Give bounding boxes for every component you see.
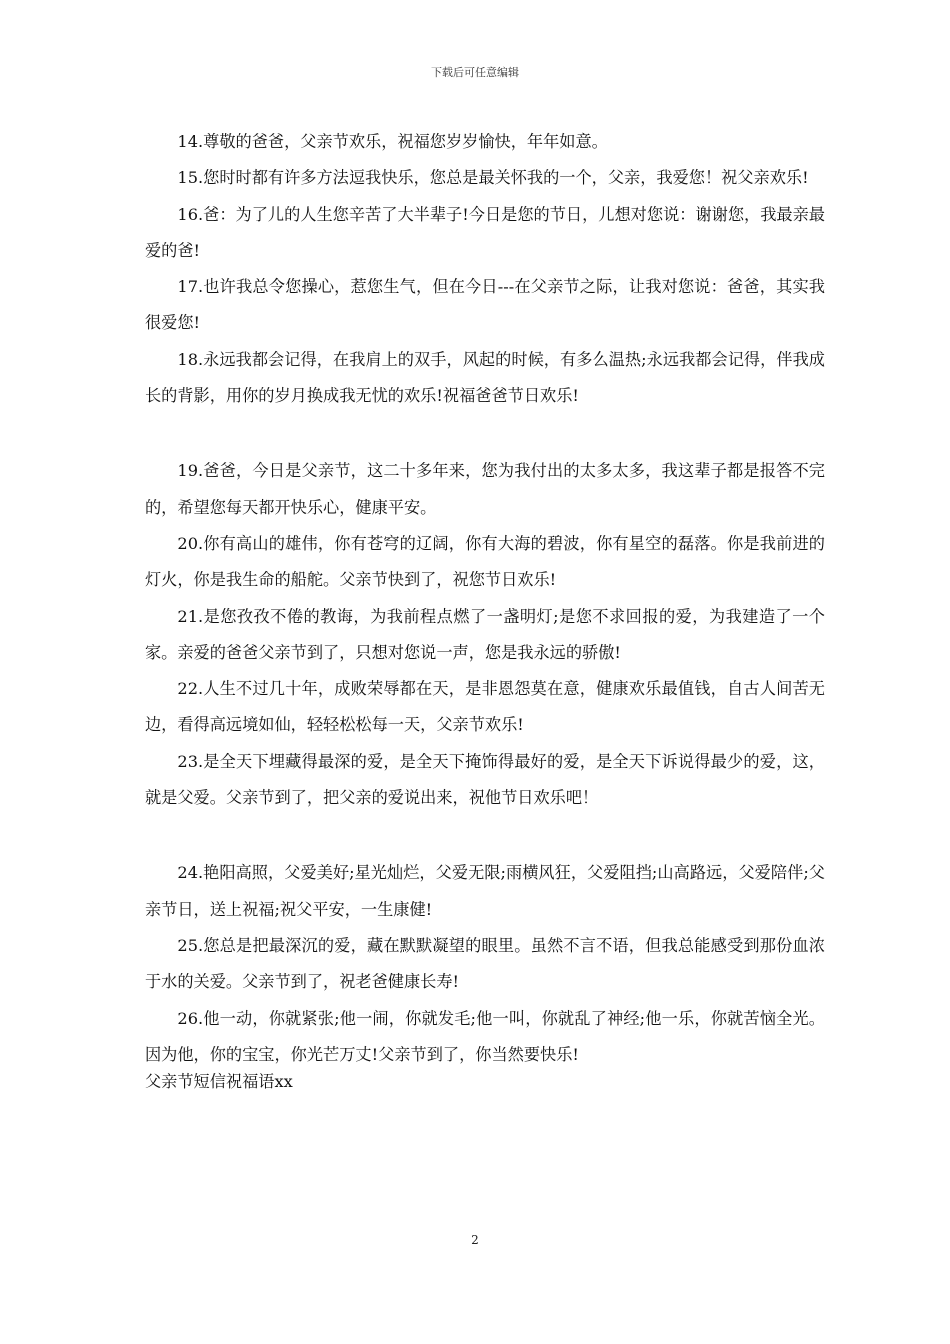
section-title-line: 父亲节短信祝福语xx: [145, 1072, 293, 1092]
section-gap: [145, 414, 825, 453]
paragraph-17: 17.也许我总令您操心，惹您生气，但在今日---在父亲节之际，让我对您说：爸爸，其实我很爱您!: [145, 277, 825, 333]
section-gap: [145, 816, 825, 855]
paragraph-26: 26.他一动，你就紧张;他一闹，你就发毛;他一叫，你就乱了神经;他一乐，你就苦恼全光。因为他，你的宝宝，你光芒万丈!父亲节到了，你当然要快乐!: [145, 1008, 825, 1064]
paragraph-16: 16.爸：为了儿的人生您辛苦了大半辈子!今日是您的节日，儿想对您说：谢谢您，我最亲最爱的爸!: [145, 204, 825, 260]
paragraph-15: 15.您时时都有许多方法逗我快乐，您总是最关怀我的一个，父亲，我爱您！祝父亲欢乐!: [177, 168, 809, 188]
paragraph-25: 25.您总是把最深沉的爱，藏在默默凝望的眼里。虽然不言不语，但我总能感受到那份血浓于水的关爱。父亲节到了，祝老爸健康长寿!: [145, 935, 825, 992]
paragraph-24: 24.艳阳高照，父爱美好;星光灿烂，父爱无限;雨横风狂，父爱阻挡;山高路远，父爱陪伴;父亲节日，送上祝福;祝父平安，一生康健!: [145, 863, 825, 919]
page-number: 2: [471, 1233, 479, 1247]
paragraph-22: 22.人生不过几十年，成败荣辱都在天，是非恩怨莫在意，健康欢乐最值钱，自古人间苦无边，看得高远境如仙，轻轻松松每一天，父亲节欢乐!: [145, 679, 825, 735]
paragraph-23: 23.是全天下埋藏得最深的爱，是全天下掩饰得最好的爱，是全天下诉说得最少的爱，这，就是父爱。父亲节到了，把父亲的爱说出来，祝他节日欢乐吧！: [145, 751, 825, 808]
paragraph-14: 14.尊敬的爸爸，父亲节欢乐，祝福您岁岁愉快，年年如意。: [177, 132, 608, 151]
paragraph-19: 19.爸爸，今日是父亲节，这二十多年来，您为我付出的太多太多，我这辈子都是报答不完的，希望您每天都开快乐心，健康平安。: [145, 461, 825, 517]
document-body: [145, 124, 825, 1097]
paragraph-20: 20.你有高山的雄伟，你有苍穹的辽阔，你有大海的碧波，你有星空的磊落。你是我前进的灯火，你是我生命的船舵。父亲节快到了，祝您节日欢乐!: [145, 533, 825, 590]
page-header: 下载后可任意编辑: [431, 66, 519, 79]
paragraph-21: 21.是您孜孜不倦的教诲，为我前程点燃了一盏明灯;是您不求回报的爱，为我建造了一个家。亲爱的爸爸父亲节到了，只想对您说一声，您是我永远的骄傲!: [145, 606, 825, 662]
paragraph-18: 18.永远我都会记得，在我肩上的双手，风起的时候，有多么温热;永远我都会记得，伴我成长的背影，用你的岁月换成我无忧的欢乐!祝福爸爸节日欢乐!: [145, 349, 825, 406]
